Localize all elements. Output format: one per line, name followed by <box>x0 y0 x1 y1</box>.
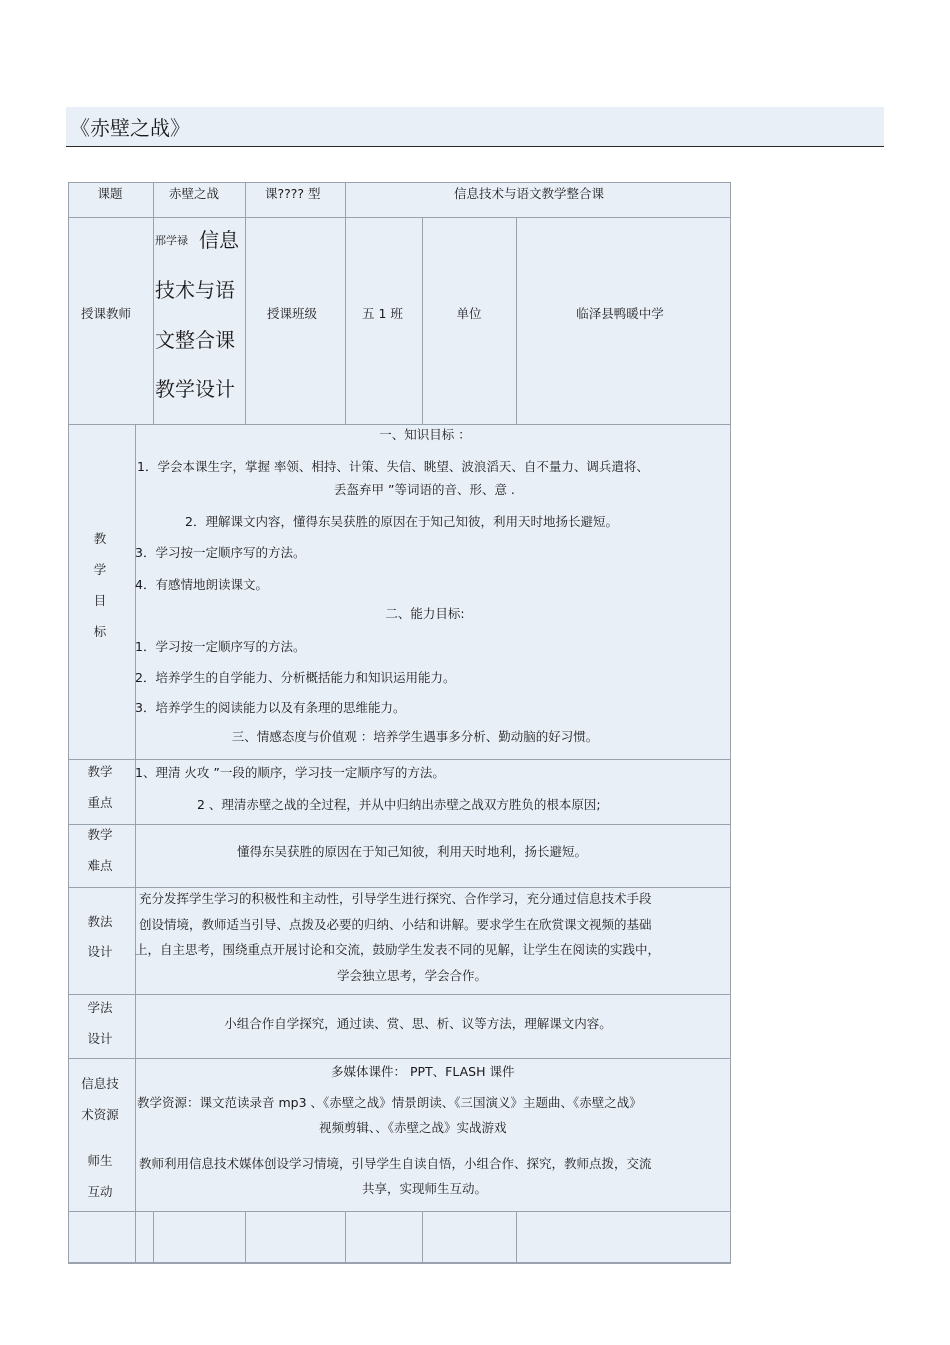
col-divider <box>345 183 346 424</box>
knowledge-item: 丢盔弃甲 ”等词语的音、形、意 . <box>334 482 515 497</box>
row-divider <box>69 1211 730 1212</box>
it-resources-label: 术资源 <box>81 1107 119 1122</box>
it-resources-label: 信息技 <box>81 1076 119 1091</box>
title-bar <box>66 107 884 147</box>
row-divider <box>69 759 730 760</box>
row-divider <box>69 887 730 888</box>
ability-heading: 二、能力目标: <box>385 606 465 621</box>
col-divider <box>245 1211 246 1262</box>
knowledge-heading: 一、知识目标 ： <box>379 427 471 442</box>
key-point-item: 2 、理清赤壁之战的全过程，并从中归纳出赤壁之战双方胜负的根本原因; <box>197 797 601 812</box>
interaction-label: 师生 <box>87 1153 113 1168</box>
row-divider <box>69 994 730 995</box>
difficulties-label: 难点 <box>87 858 113 873</box>
teacher-name-line: 教学设计 <box>155 377 235 401</box>
objectives-label: 标 <box>93 624 107 639</box>
subject-label: 课题 <box>97 186 123 201</box>
row-divider <box>69 424 730 425</box>
knowledge-item: 4．有感情地朗读课文。 <box>135 577 268 592</box>
lesson-type-value: 信息技术与语文教学整合课 <box>453 186 605 201</box>
teacher-name-line: 文整合课 <box>155 328 235 352</box>
difficulties-label: 教学 <box>87 827 113 842</box>
col-divider <box>422 217 423 424</box>
col-divider <box>153 1211 154 1262</box>
knowledge-item: 2．理解课文内容，懂得东吴获胜的原因在于知己知彼，利用天时地扬长避短。 <box>185 514 618 529</box>
ability-item: 3．培养学生的阅读能力以及有条理的思维能力。 <box>135 700 406 715</box>
row-divider <box>69 217 730 218</box>
interaction-line: 教师利用信息技术媒体创设学习情境，引导学生自读自悟，小组合作、探究，教师点拨，交流 <box>139 1156 652 1171</box>
teaching-method-line: 学会独立思考，学会合作。 <box>337 968 488 983</box>
col-divider <box>245 183 246 424</box>
lesson-type-label: 课???? 型 <box>265 186 321 201</box>
key-point-item: 1、理清 火攻 ”一段的顺序，学习技一定顺序写的方法。 <box>135 765 445 780</box>
interaction-line: 共享，实现师生互动。 <box>362 1181 488 1196</box>
learning-method-label: 设计 <box>87 1031 113 1046</box>
teacher-label: 授课教师 <box>80 306 132 321</box>
col-divider <box>516 217 517 424</box>
unit-label: 单位 <box>456 306 482 321</box>
objectives-label: 教 <box>93 531 107 546</box>
teacher-name-line: 技术与语 <box>155 278 235 302</box>
col-divider <box>516 1211 517 1262</box>
ability-item: 1．学习按一定顺序写的方法。 <box>135 639 306 654</box>
lesson-plan-table <box>68 182 731 1264</box>
knowledge-item: 3．学习按一定顺序写的方法。 <box>135 545 306 560</box>
col-divider <box>422 1211 423 1262</box>
class-value: 五 1 班 <box>362 306 403 321</box>
subject-value: 赤壁之战 <box>169 186 220 201</box>
it-resources-line: 教学资源：课文范读录音 mp3 、《赤壁之战》情景朗读、《三国演义》主题曲、《赤壁之战》 <box>137 1095 642 1110</box>
teaching-method-label: 教法 <box>87 914 113 929</box>
row-divider <box>69 824 730 825</box>
col-divider <box>345 1211 346 1262</box>
col-divider <box>153 183 154 424</box>
page-title: 《赤壁之战》 <box>70 116 190 140</box>
objectives-label: 目 <box>93 593 107 608</box>
unit-value: 临泽县鸭暖中学 <box>576 306 664 321</box>
teaching-method-line: 充分发挥学生学习的积极性和主动性，引导学生进行探究、合作学习，充分通过信息技术手段 <box>139 891 652 906</box>
class-label: 授课班级 <box>266 306 318 321</box>
it-resources-line: 多媒体课件： PPT、FLASH 课件 <box>331 1064 515 1079</box>
interaction-label: 互动 <box>87 1184 113 1199</box>
emotion-objective: 三、情感态度与价值观 ：培养学生遇事多分析、勤动脑的好习惯。 <box>231 729 599 744</box>
key-points-label: 教学 <box>87 764 113 779</box>
teacher-name-line: 信息 <box>199 228 239 252</box>
teaching-method-line: 上，自主思考，围绕重点开展讨论和交流，鼓励学生发表不同的见解，让学生在阅读的实践中， <box>135 942 661 957</box>
difficulties-text: 懂得东吴获胜的原因在于知己知彼，利用天时地利，扬长避短。 <box>236 844 588 859</box>
ability-item: 2．培养学生的自学能力、分析概括能力和知识运用能力。 <box>135 670 456 685</box>
it-resources-line: 视频剪辑、、《赤壁之战》实战游戏 <box>319 1120 507 1135</box>
learning-method-text: 小组合作自学探究，通过读、赏、思、析、议等方法，理解课文内容。 <box>224 1016 612 1031</box>
teacher-name-prefix: 邢学禄 <box>155 234 188 247</box>
teaching-method-line: 创设情境，教师适当引导、点拨及必要的归纳、小结和讲解。要求学生在欣赏课文视频的基础 <box>139 917 652 932</box>
knowledge-item: 1．学会本课生字，掌握 率领、相持、计策、失信、眺望、波浪滔天、自不量力、调兵遣将、 <box>137 459 649 474</box>
key-points-label: 重点 <box>87 795 113 810</box>
learning-method-label: 学法 <box>87 1000 113 1015</box>
teaching-method-label: 设计 <box>87 944 113 959</box>
row-divider <box>69 1058 730 1059</box>
row-divider <box>69 1262 730 1263</box>
objectives-label: 学 <box>93 562 107 577</box>
